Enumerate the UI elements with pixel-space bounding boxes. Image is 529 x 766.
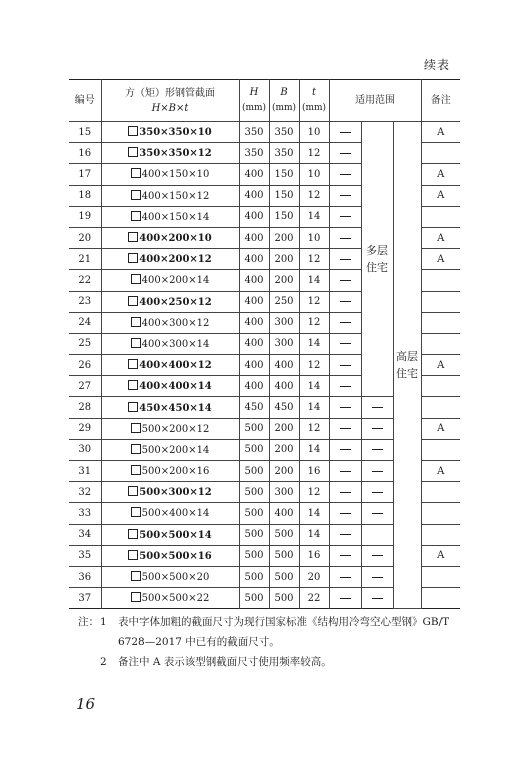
t-value: 12 [299, 418, 329, 439]
dash-mark [372, 407, 383, 408]
t-value: 22 [299, 588, 329, 609]
h-value: 400 [239, 355, 269, 376]
section-size [101, 291, 239, 312]
scope-low-cell [329, 122, 361, 143]
dash-mark [372, 492, 383, 493]
dash-mark [372, 449, 383, 450]
h-value: 400 [239, 185, 269, 206]
dash-mark [340, 428, 351, 429]
b-value: 400 [269, 355, 299, 376]
scope-multi-cell [361, 545, 393, 566]
scope-low-cell [329, 524, 361, 545]
row-number: 17 [69, 164, 101, 185]
section-size-text: 350×350×10 [139, 127, 212, 139]
t-value: 12 [299, 355, 329, 376]
b-value: 300 [269, 312, 299, 333]
h-value: 350 [239, 143, 269, 164]
section-size [101, 143, 239, 164]
header-no: 编号 [69, 80, 101, 122]
section-size-text: 400×200×14 [141, 275, 210, 287]
square-tube-icon [131, 423, 141, 433]
b-value: 200 [269, 461, 299, 482]
header-remark: 备注 [421, 80, 460, 122]
t-value: 12 [299, 482, 329, 503]
section-size [101, 185, 239, 206]
scope-multi-cell [361, 397, 393, 418]
row-number: 22 [69, 270, 101, 291]
dash-mark [340, 365, 351, 366]
b-value: 450 [269, 397, 299, 418]
t-value: 10 [299, 227, 329, 248]
t-value: 12 [299, 312, 329, 333]
b-value: 350 [269, 122, 299, 143]
section-size [101, 588, 239, 609]
b-value: 500 [269, 588, 299, 609]
row-number: 31 [69, 461, 101, 482]
square-tube-icon [131, 571, 141, 581]
dash-mark [340, 492, 351, 493]
remark-value: A [421, 418, 460, 439]
t-value: 10 [299, 164, 329, 185]
scope-low-cell [329, 397, 361, 418]
square-tube-icon [128, 529, 138, 539]
t-value: 12 [299, 143, 329, 164]
row-number: 28 [69, 397, 101, 418]
scope-low-cell [329, 418, 361, 439]
section-size-text: 400×150×12 [141, 190, 210, 202]
b-value: 200 [269, 418, 299, 439]
square-tube-icon [128, 380, 138, 390]
table-notes [78, 612, 460, 672]
h-value: 350 [239, 122, 269, 143]
header-h-symbol: H [249, 87, 259, 98]
t-value: 20 [299, 566, 329, 587]
note-2 [78, 652, 460, 672]
row-number: 37 [69, 588, 101, 609]
h-value: 500 [239, 545, 269, 566]
page-number: 16 [76, 695, 96, 713]
scope-low-cell [329, 482, 361, 503]
section-size-text: 400×300×14 [141, 338, 210, 350]
square-tube-icon [128, 402, 138, 412]
remark-value: A [421, 164, 460, 185]
remark-value: A [421, 249, 460, 270]
t-value: 14 [299, 376, 329, 397]
b-value: 150 [269, 164, 299, 185]
section-size-text: 350×350×12 [139, 148, 212, 160]
dash-mark [372, 577, 383, 578]
b-value: 200 [269, 270, 299, 291]
square-tube-icon [131, 465, 141, 475]
h-value: 500 [239, 418, 269, 439]
scope-low-cell [329, 270, 361, 291]
dash-mark [372, 513, 383, 514]
remark-value [421, 524, 460, 545]
section-size-text: 400×300×12 [141, 317, 210, 329]
dash-mark [340, 216, 351, 217]
section-size-text: 400×250×12 [139, 296, 212, 308]
scope-multi-cell [361, 588, 393, 609]
b-value: 500 [269, 545, 299, 566]
t-value: 12 [299, 185, 329, 206]
section-size [101, 270, 239, 291]
dash-mark [340, 386, 351, 387]
dash-mark [372, 428, 383, 429]
high-rise-label-line2: 住宅 [396, 367, 419, 381]
dash-mark [340, 577, 351, 578]
remark-value: A [421, 227, 460, 248]
row-number: 36 [69, 566, 101, 587]
section-size-text: 400×200×12 [139, 254, 212, 266]
section-size [101, 312, 239, 333]
h-value: 400 [239, 270, 269, 291]
scope-low-cell [329, 439, 361, 460]
header-row [69, 80, 460, 122]
table-row [69, 122, 460, 143]
remark-value [421, 503, 460, 524]
h-value: 500 [239, 588, 269, 609]
scope-multi-cell [361, 439, 393, 460]
square-tube-icon [128, 147, 138, 157]
scope-low-cell [329, 185, 361, 206]
remark-value: A [421, 185, 460, 206]
header-section [101, 80, 239, 122]
high-rise-label-line1: 高层 [396, 350, 419, 364]
row-number: 16 [69, 143, 101, 164]
section-size-text: 400×400×14 [139, 381, 212, 393]
remark-value [421, 206, 460, 227]
section-size [101, 376, 239, 397]
remark-value [421, 333, 460, 354]
section-size-text: 500×200×12 [141, 423, 210, 435]
b-value: 150 [269, 185, 299, 206]
dash-mark [340, 534, 351, 535]
row-number: 34 [69, 524, 101, 545]
dash-mark [372, 471, 383, 472]
h-value: 500 [239, 566, 269, 587]
scope-low-cell [329, 206, 361, 227]
section-size-text: 500×500×22 [141, 593, 210, 605]
section-size [101, 164, 239, 185]
section-size [101, 545, 239, 566]
section-size [101, 461, 239, 482]
scope-multi-cell [361, 482, 393, 503]
header-section-title: 方（矩）形钢管截面 [125, 87, 215, 99]
row-number: 30 [69, 439, 101, 460]
remark-value [421, 439, 460, 460]
b-value: 200 [269, 227, 299, 248]
high-rise-scope [393, 122, 421, 609]
square-tube-icon [131, 211, 141, 221]
row-number: 23 [69, 291, 101, 312]
remark-value: A [421, 545, 460, 566]
section-size-text: 500×400×14 [141, 508, 210, 520]
remark-value [421, 482, 460, 503]
header-t-unit: (mm) [301, 103, 327, 113]
h-value: 400 [239, 249, 269, 270]
h-value: 500 [239, 482, 269, 503]
remark-value [421, 588, 460, 609]
scope-low-cell [329, 227, 361, 248]
square-tube-icon [128, 296, 138, 306]
header-b-unit: (mm) [271, 103, 297, 113]
section-size [101, 355, 239, 376]
t-value: 14 [299, 439, 329, 460]
b-value: 350 [269, 143, 299, 164]
b-value: 400 [269, 503, 299, 524]
dash-mark [340, 471, 351, 472]
row-number: 29 [69, 418, 101, 439]
scope-low-cell [329, 164, 361, 185]
remark-value [421, 291, 460, 312]
row-number: 21 [69, 249, 101, 270]
dash-mark [372, 555, 383, 556]
dash-mark [340, 195, 351, 196]
h-value: 400 [239, 164, 269, 185]
section-size [101, 333, 239, 354]
square-tube-icon [128, 486, 138, 496]
h-value: 400 [239, 206, 269, 227]
dash-mark [340, 301, 351, 302]
scope-multi-cell [361, 418, 393, 439]
row-number: 32 [69, 482, 101, 503]
square-tube-icon [128, 232, 138, 242]
dash-mark [340, 322, 351, 323]
scope-low-cell [329, 333, 361, 354]
scope-low-cell [329, 566, 361, 587]
header-t [299, 80, 329, 122]
b-value: 200 [269, 249, 299, 270]
h-value: 400 [239, 376, 269, 397]
row-number: 18 [69, 185, 101, 206]
dash-mark [340, 259, 351, 260]
dash-mark [340, 174, 351, 175]
scope-multi-cell [361, 566, 393, 587]
square-tube-icon [131, 592, 141, 602]
t-value: 12 [299, 249, 329, 270]
dash-mark [340, 513, 351, 514]
square-tube-icon [128, 126, 138, 136]
section-size-text: 400×200×10 [139, 233, 212, 245]
row-number: 24 [69, 312, 101, 333]
h-value: 500 [239, 439, 269, 460]
h-value: 400 [239, 333, 269, 354]
scope-multi-cell [361, 503, 393, 524]
t-value: 12 [299, 291, 329, 312]
remark-value [421, 312, 460, 333]
dash-mark [340, 238, 351, 239]
dash-mark [340, 343, 351, 344]
note-1 [78, 612, 460, 652]
t-value: 14 [299, 397, 329, 418]
scope-low-cell [329, 143, 361, 164]
h-value: 400 [239, 291, 269, 312]
scope-low-cell [329, 249, 361, 270]
section-size-text: 500×500×20 [141, 572, 210, 584]
t-value: 14 [299, 503, 329, 524]
remark-value [421, 566, 460, 587]
t-value: 16 [299, 545, 329, 566]
square-tube-icon [131, 317, 141, 327]
dash-mark [340, 598, 351, 599]
section-size [101, 482, 239, 503]
section-size-text: 500×500×16 [139, 550, 212, 562]
t-value: 16 [299, 461, 329, 482]
scope-multi-cell [361, 461, 393, 482]
header-scope: 适用范围 [329, 80, 421, 122]
notes-prefix: 注： [78, 616, 99, 628]
dash-mark [340, 449, 351, 450]
remark-value: A [421, 355, 460, 376]
remark-value: A [421, 122, 460, 143]
square-tube-icon [128, 253, 138, 263]
row-number: 25 [69, 333, 101, 354]
b-value: 300 [269, 482, 299, 503]
row-number: 26 [69, 355, 101, 376]
t-value: 14 [299, 206, 329, 227]
section-size-text: 450×450×14 [139, 402, 212, 414]
row-number: 19 [69, 206, 101, 227]
note-1-number: 1 [100, 616, 107, 628]
square-tube-icon [131, 507, 141, 517]
row-number: 27 [69, 376, 101, 397]
scope-low-cell [329, 545, 361, 566]
square-tube-icon [128, 359, 138, 369]
section-size [101, 122, 239, 143]
h-value: 500 [239, 503, 269, 524]
b-value: 500 [269, 566, 299, 587]
t-value: 14 [299, 270, 329, 291]
t-value: 14 [299, 333, 329, 354]
dash-mark [340, 132, 351, 133]
scope-low-cell [329, 376, 361, 397]
b-value: 500 [269, 524, 299, 545]
square-tube-icon [131, 168, 141, 178]
dash-mark [340, 153, 351, 154]
scope-low-cell [329, 291, 361, 312]
h-value: 400 [239, 227, 269, 248]
section-size [101, 418, 239, 439]
remark-value [421, 143, 460, 164]
continued-label: 续表 [424, 58, 451, 72]
h-value: 400 [239, 312, 269, 333]
scope-low-cell [329, 503, 361, 524]
row-number: 33 [69, 503, 101, 524]
t-value: 10 [299, 122, 329, 143]
section-size-text: 400×150×14 [141, 211, 210, 223]
section-size [101, 227, 239, 248]
section-size [101, 206, 239, 227]
section-size [101, 249, 239, 270]
multi-storey-scope [361, 122, 393, 397]
dash-mark [340, 555, 351, 556]
remark-value [421, 397, 460, 418]
row-number: 20 [69, 227, 101, 248]
scope-low-cell [329, 312, 361, 333]
b-value: 150 [269, 206, 299, 227]
header-h [239, 80, 269, 122]
square-tube-icon [131, 338, 141, 348]
section-size [101, 439, 239, 460]
square-tube-icon [131, 190, 141, 200]
multi-storey-label-line1: 多层 [366, 244, 388, 258]
section-size [101, 524, 239, 545]
square-tube-icon [131, 444, 141, 454]
header-section-formula: H×B×t [151, 102, 189, 114]
h-value: 500 [239, 461, 269, 482]
dash-mark [340, 407, 351, 408]
section-size-text: 400×150×10 [141, 169, 210, 181]
section-size [101, 397, 239, 418]
header-h-unit: (mm) [241, 103, 267, 113]
t-value: 14 [299, 524, 329, 545]
h-value: 500 [239, 524, 269, 545]
steel-section-table [69, 79, 460, 609]
h-value: 450 [239, 397, 269, 418]
b-value: 250 [269, 291, 299, 312]
section-size-text: 500×300×12 [139, 487, 212, 499]
b-value: 400 [269, 376, 299, 397]
section-size-text: 500×200×16 [141, 466, 210, 478]
remark-value: A [421, 461, 460, 482]
section-size-text: 500×200×14 [141, 444, 210, 456]
scope-low-cell [329, 355, 361, 376]
scope-low-cell [329, 588, 361, 609]
b-value: 200 [269, 439, 299, 460]
square-tube-icon [131, 274, 141, 284]
note-2-number: 2 [100, 656, 107, 668]
note-1-text: 表中字体加粗的截面尺寸为现行国家标准《结构用冷弯空心型钢》GB/T 6728—2017 中已有的截面尺寸。 [118, 616, 450, 648]
row-number: 15 [69, 122, 101, 143]
note-2-text: 备注中 A 表示该型钢截面尺寸使用频率较高。 [118, 656, 332, 668]
header-t-symbol: t [311, 87, 317, 98]
section-size [101, 566, 239, 587]
scope-low-cell [329, 461, 361, 482]
remark-value [421, 270, 460, 291]
header-b-symbol: B [280, 87, 288, 98]
b-value: 300 [269, 333, 299, 354]
dash-mark [340, 280, 351, 281]
multi-storey-label-line2: 住宅 [366, 261, 388, 275]
row-number: 35 [69, 545, 101, 566]
scope-multi-cell [361, 524, 393, 545]
section-size [101, 503, 239, 524]
header-b [269, 80, 299, 122]
square-tube-icon [128, 550, 138, 560]
section-size-text: 500×500×14 [139, 529, 212, 541]
remark-value [421, 376, 460, 397]
dash-mark [372, 598, 383, 599]
section-size-text: 400×400×12 [139, 360, 212, 372]
